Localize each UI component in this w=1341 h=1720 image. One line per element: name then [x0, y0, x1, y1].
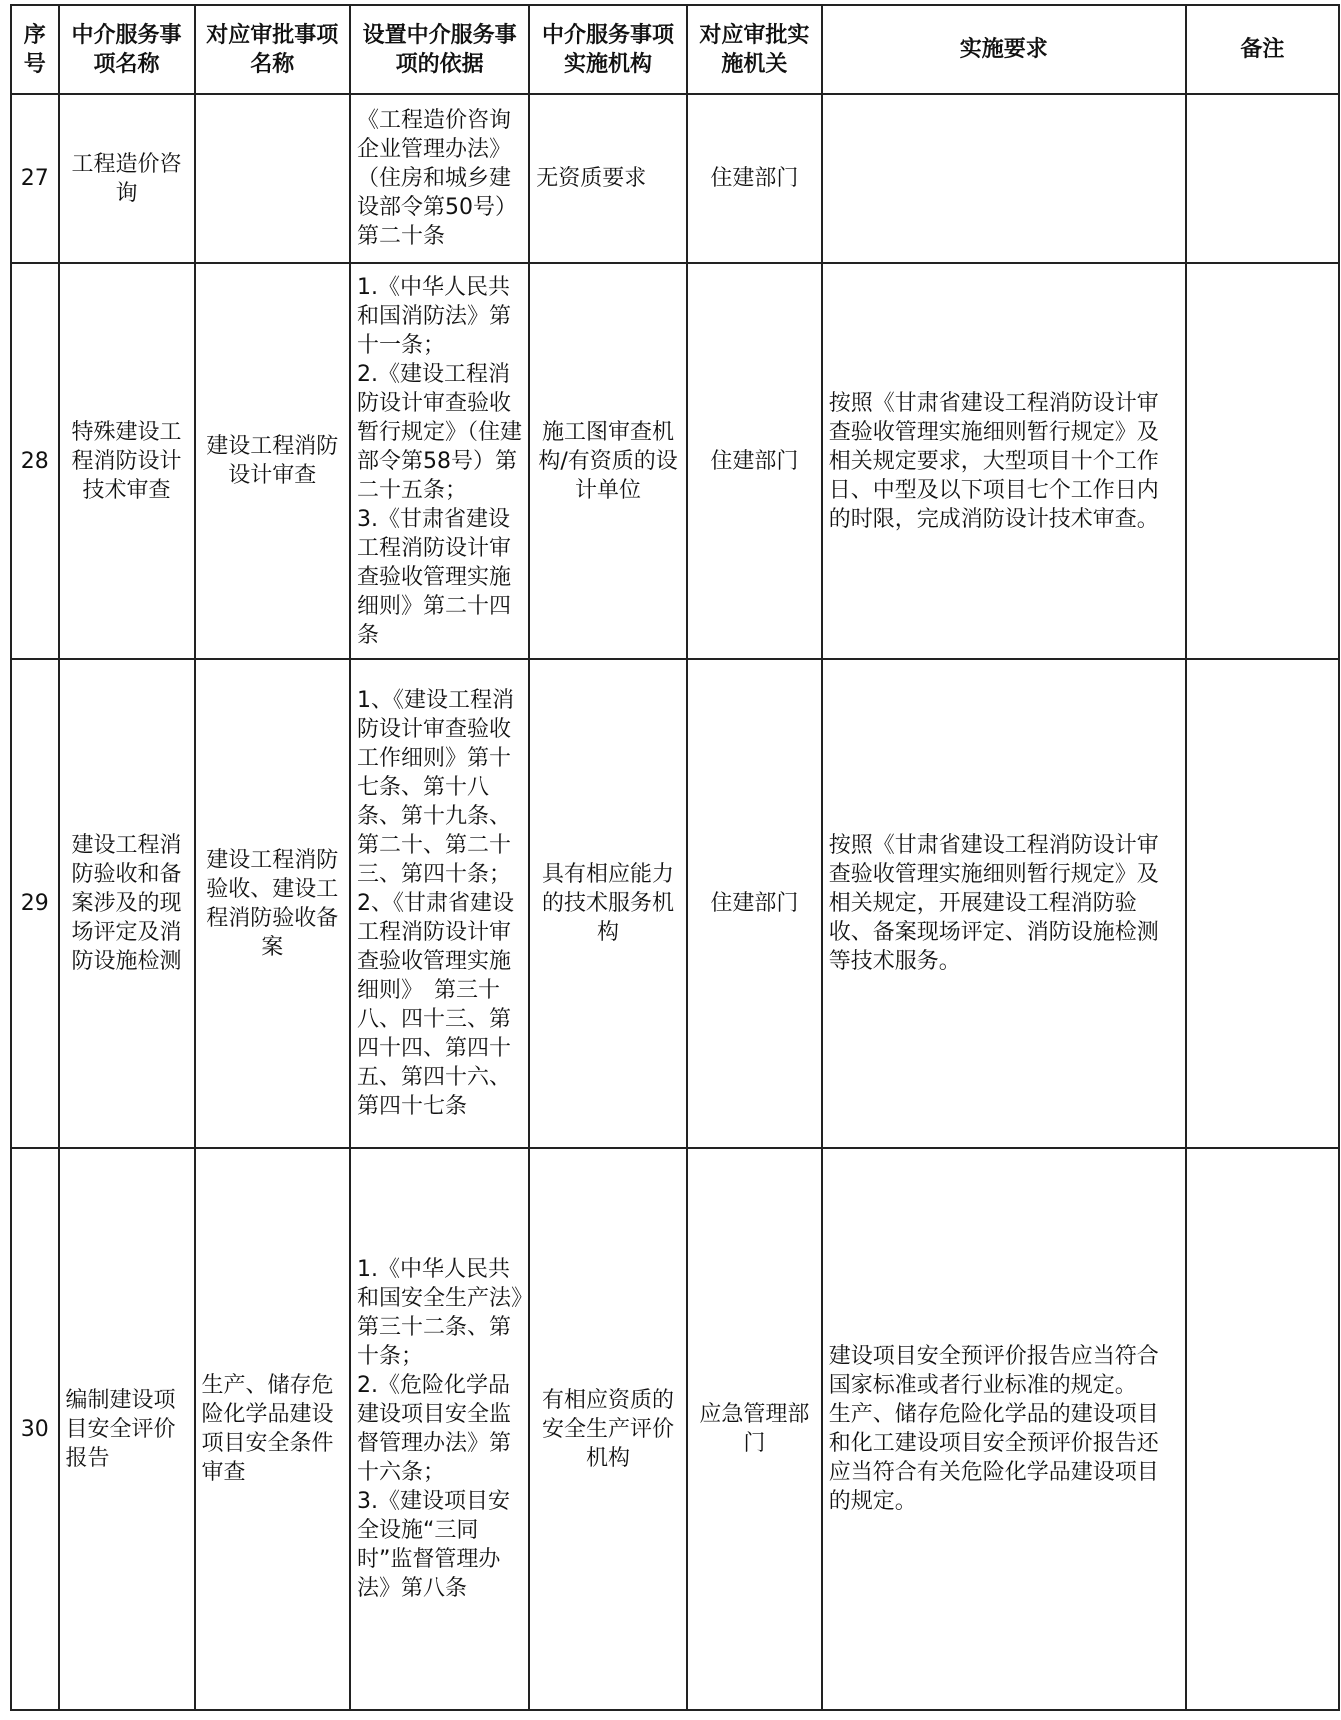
table-row [11, 94, 1339, 263]
row-service-name: 建设工程消防验收和备案涉及的现场评定及消防设施检测 [59, 659, 195, 1148]
row-requirements: 建设项目安全预评价报告应当符合国家标准或者行业标准的规定。 生产、储存危险化学品的建设项目和化工建设项目安全预评价报告还应当符合有关危险化学品建设项目的规定。 [822, 1148, 1186, 1710]
row-authority: 住建部门 [687, 263, 822, 659]
row-service-name: 工程造价咨询 [59, 94, 195, 263]
header-service-name: 中介服务事项名称 [59, 5, 195, 94]
row-index: 30 [11, 1148, 59, 1710]
row-authority: 住建部门 [687, 659, 822, 1148]
row-approval-item [195, 94, 350, 263]
header-authority: 对应审批实施机关 [687, 5, 822, 94]
row-requirements: 按照《甘肃省建设工程消防设计审查验收管理实施细则暂行规定》及相关规定，开展建设工程消防验收、备案现场评定、消防设施检测等技术服务。 [822, 659, 1186, 1148]
header-requirements: 实施要求 [822, 5, 1186, 94]
row-basis: 1、《建设工程消防设计审查验收工作细则》第十七条、第十八条、第十九条、第二十、第二十三、第四十条； 2、《甘肃省建设工程消防设计审查验收管理实施细则》 第三十八、四十三、第四十四、第四十五、第四十六、第四十七条 [350, 659, 529, 1148]
table-row [11, 1148, 1339, 1710]
header-agency: 中介服务事项实施机构 [529, 5, 687, 94]
row-index: 27 [11, 94, 59, 263]
row-basis: 1.《中华人民共和国安全生产法》第三十二条、第十条； 2.《危险化学品建设项目安全监督管理办法》第十六条； 3.《建设项目安全设施“三同时”监督管理办法》第八条 [350, 1148, 529, 1710]
row-notes [1186, 1148, 1339, 1710]
row-approval-item: 生产、储存危险化学品建设项目安全条件审查 [195, 1148, 350, 1710]
row-approval-item: 建设工程消防设计审查 [195, 263, 350, 659]
header-row [11, 5, 1339, 94]
table-row [11, 263, 1339, 659]
row-service-name: 特殊建设工程消防设计技术审查 [59, 263, 195, 659]
row-index: 29 [11, 659, 59, 1148]
row-agency: 施工图审查机构/有资质的设计单位 [529, 263, 687, 659]
header-basis: 设置中介服务事项的依据 [350, 5, 529, 94]
row-basis: 《工程造价咨询企业管理办法》（住房和城乡建设部令第50号）第二十条 [350, 94, 529, 263]
row-authority: 住建部门 [687, 94, 822, 263]
row-agency: 无资质要求 [529, 94, 687, 263]
intermediary-services-table [10, 4, 1340, 1711]
row-notes [1186, 263, 1339, 659]
header-approval-item: 对应审批事项名称 [195, 5, 350, 94]
row-agency: 具有相应能力的技术服务机构 [529, 659, 687, 1148]
header-notes: 备注 [1186, 5, 1339, 94]
row-basis: 1.《中华人民共和国消防法》第十一条； 2.《建设工程消防设计审查验收暂行规定》（住建部令第58号）第二十五条； 3.《甘肃省建设工程消防设计审查验收管理实施细则》第二十四条 [350, 263, 529, 659]
row-notes [1186, 94, 1339, 263]
row-approval-item: 建设工程消防验收、建设工程消防验收备案 [195, 659, 350, 1148]
row-requirements: 按照《甘肃省建设工程消防设计审查验收管理实施细则暂行规定》及相关规定要求，大型项目十个工作日、中型及以下项目七个工作日内的时限，完成消防设计技术审查。 [822, 263, 1186, 659]
row-authority: 应急管理部门 [687, 1148, 822, 1710]
row-agency: 有相应资质的安全生产评价机构 [529, 1148, 687, 1710]
table-row [11, 659, 1339, 1148]
row-requirements [822, 94, 1186, 263]
row-index: 28 [11, 263, 59, 659]
header-index: 序号 [11, 5, 59, 94]
row-service-name: 编制建设项目安全评价报告 [59, 1148, 195, 1710]
row-notes [1186, 659, 1339, 1148]
